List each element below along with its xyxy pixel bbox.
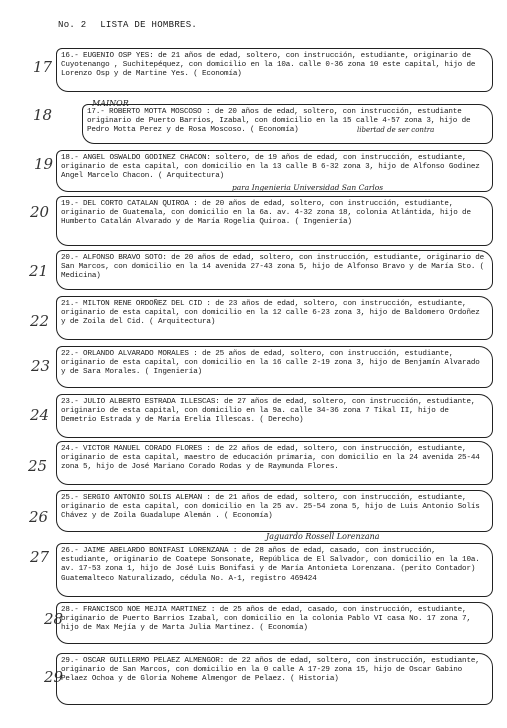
entry-28	[56, 602, 493, 644]
entry-21	[56, 296, 493, 340]
entry-text: 19.- DEL CORTO CATALAN QUIROA : de 20 años de edad, soltero, con instrucción, estudiante, originario de Guatemala, con domicilio en la 6a. av. 4-32 zona 18, colonia Atlántida, hijo de Humberto Catalán Alvarado y de María Rogelia Quiroa. ( Ingeniería)	[61, 200, 471, 227]
entry-20	[56, 250, 493, 290]
margin-number-26: 26	[29, 508, 49, 526]
entry-text: 16.- EUGENIO OSP YES: de 21 años de edad, soltero, con instrucción, estudiante, originario de Cuyotenango , Suchitepéquez, con domicilio en la 10a. calle 0-36 zona 10 este capital, hijo de Lorenzo Osp y de Martine Yes. ( Economía)	[61, 52, 476, 79]
margin-number-24: 24	[30, 406, 50, 424]
margin-number-19: 19	[34, 155, 54, 173]
annotation-libertad: libertad de ser contra	[357, 126, 435, 134]
entry-23	[56, 394, 493, 438]
margin-number-23: 23	[31, 357, 51, 375]
entry-text: 23.- JULIO ALBERTO ESTRADA ILLESCAS: de 27 años de edad, soltero, con instrucción, estudiante, originario de esta capital, con domicilio en la 9a. calle 34-36 zona 7 Tikal II, hijo de Demetrio Estrada y de María Erelia Illescas. ( Derecho)	[61, 398, 476, 425]
entry-text: 21.- MILTON RENE ORDOÑEZ DEL CID : de 23 años de edad, soltero, con instrucción, estudiante, originario de esta capital, con domicilio en la 12 calle 6-23 zona 3, hijo de Baldomero Ordoñez y de Zoila del Cid. ( Arquitectura)	[61, 300, 480, 327]
entry-text: 26.- JAIME ABELARDO BONIFASI LORENZANA : de 28 años de edad, casado, con instrucción, estudiante, originario de Coatepe Sonsonate, República de El Salvador, con domicilio en la 10a. av. 17-53 zona 1, hijo de José Luis Bonifasi y de María Antonieta Lorenzana. (perito Contador) Guatemalteco Naturalizado, cédula No. A-1, registro 469424	[61, 547, 480, 583]
margin-number-29: 29	[44, 668, 64, 686]
entry-text: 24.- VICTOR MANUEL CORADO FLORES : de 22 años de edad, soltero, con instrucción, estudiante, originario de esta capital, maestro de educación primaria, con domicilio en la 24 avenida 25-44 zona 5, hijo de José Mariano Corado Rodas y de Raymunda Flores.	[61, 445, 480, 472]
entry-text: 18.- ANGEL OSWALDO GODINEZ CHACON: soltero, de 19 años de edad, con instrucción, estudiante, originario de esta capital, con domicilio en la 13 calle B 6-32 zona 3, hijo de Alfonso Godinez Angel Marcelo Chacon. ( Arquitectura)	[61, 154, 480, 181]
entry-19	[56, 196, 493, 246]
entry-text: 20.- ALFONSO BRAVO SOTO: de 20 años de edad, soltero, con instrucción, estudiante, originario de San Marcos, con domicilio en la 14 avenida 27-43 zona 5, hijo de Alfonso Bravo y de María Sto. ( Medicina)	[61, 254, 485, 281]
entry-26	[56, 543, 493, 597]
annotation-jaguardo: Jaguardo Rossell Lorenzana	[266, 532, 380, 541]
entry-text: 28.- FRANCISCO NOE MEJIA MARTINEZ : de 25 años de edad, casado, con instrucción, estudiante, originario de Puerto Barrios Izabal, con domicilio en la colonia Pablo VI casa No. 17 zona 7, hijo de Max Mejía y de Marta Julia Martinez. ( Economía)	[61, 606, 471, 633]
margin-number-22: 22	[30, 312, 50, 330]
entry-24	[56, 441, 493, 485]
entry-29	[56, 653, 493, 705]
entry-text: 29.- OSCAR GUILLERMO PELAEZ ALMENGOR: de 22 años de edad, soltero, con instrucción, estudiante, originario de San Marcos, con domicilio en la 0 calle A 17-29 zona 15, hijo de Oscar Gabino Pelaez Ochoa y de Gloria Noheme Almengor de Pelaez. ( Historia)	[61, 657, 480, 684]
margin-number-18: 18	[33, 106, 53, 124]
entry-22	[56, 346, 493, 388]
margin-number-28: 28	[44, 610, 64, 628]
document-header	[58, 20, 197, 30]
annotation-mainor: MAINOR	[92, 99, 129, 108]
list-number: No. 2	[58, 20, 87, 30]
entry-text: 17.- ROBERTO MOTTA MOSCOSO : de 20 años de edad, soltero, con instrucción, estudiante originario de Puerto Barrios, Izabal, con domicilio en la 15 calle 4-57 zona 3, hijo de Pedro Motta Perez y de Rosa Moscoso. ( Economía)	[87, 108, 471, 135]
entry-text: 25.- SERGIO ANTONIO SOLIS ALEMAN : de 21 años de edad, soltero, con instrucción, estudiante, originario de esta capital, con domicilio en la 25 av. 25-54 zona 5, hijo de Luis Antonio Solís Chávez y de Zoila Guadalupe Alemán . ( Economía)	[61, 494, 480, 521]
entry-text: 22.- ORLANDO ALVARADO MORALES : de 25 años de edad, soltero, con instrucción, estudiante, originario de esta capital, con domicilio en la 16 calle 2-19 zona 3, hijo de Benjamín Alvarado y de Sara Morales. ( Ingeniería)	[61, 350, 480, 377]
list-title: LISTA DE HOMBRES.	[100, 20, 198, 30]
margin-number-25: 25	[28, 457, 48, 475]
entry-25	[56, 490, 493, 532]
margin-number-17: 17	[33, 58, 53, 76]
margin-number-21: 21	[29, 262, 49, 280]
entry-16	[56, 48, 493, 92]
margin-number-27: 27	[30, 548, 50, 566]
annotation-ingenieria: para Ingenieria Universidad San Carlos	[232, 183, 384, 192]
entry-18	[56, 150, 493, 192]
margin-number-20: 20	[30, 203, 50, 221]
entry-17	[82, 104, 493, 144]
